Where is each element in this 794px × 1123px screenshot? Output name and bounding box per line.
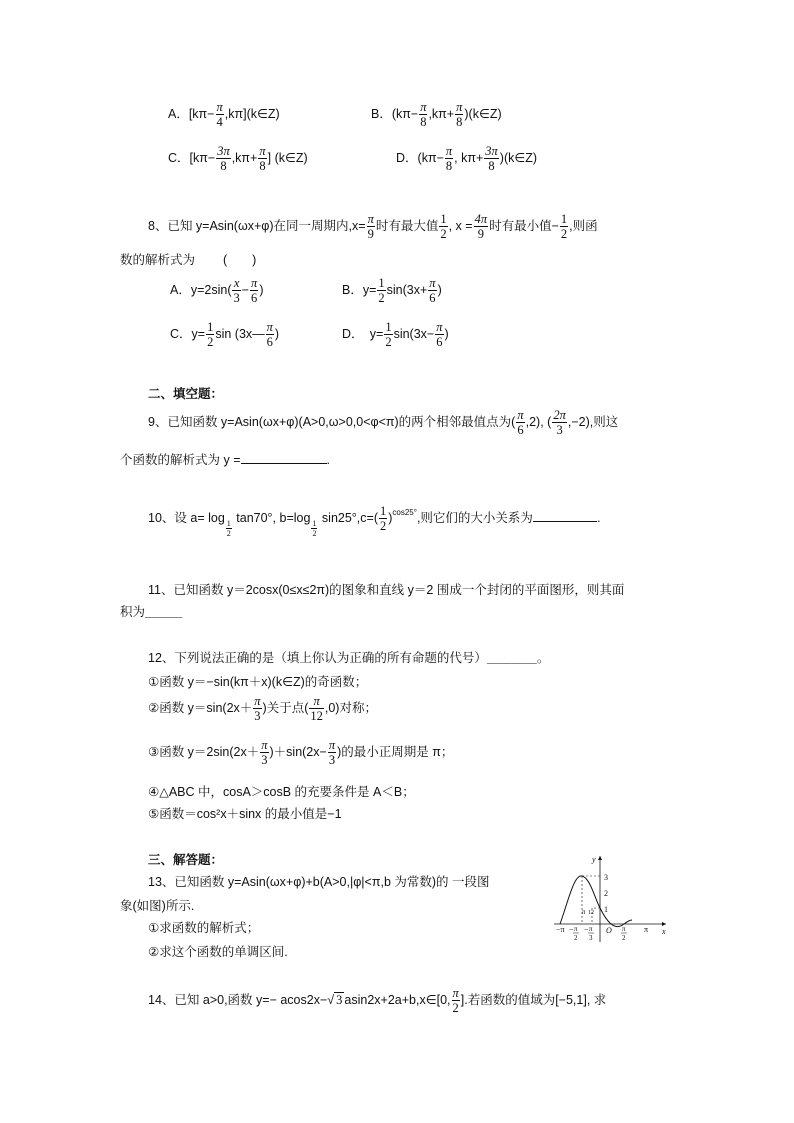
q8-option-c: C．y= $\frac{1}{2}$ sin (3x— $\frac{\pi}{6}$ )	[170, 320, 280, 350]
x-tick-neg-pi: −π	[556, 925, 565, 934]
q11-stem-line2: 积为＿＿＿	[120, 605, 183, 619]
q12-item-2: ②函数 y＝sin(2x＋ $\frac{\pi}{3}$ )关于点( $\frac{\pi}{12}$ ,0)对称；	[148, 694, 377, 724]
svg-text:3: 3	[589, 934, 593, 942]
x-axis-arrow	[662, 922, 666, 926]
svg-text:π: π	[589, 925, 593, 933]
q12-item-1: ①函数 y＝−sin(kπ＋x)(k∈Z)的奇函数；	[148, 675, 368, 689]
svg-text:−: −	[569, 925, 574, 934]
q9-stem: 9、已知函数 y=Asin(ωx+φ)(A>0,ω>0,0<φ<π)的两个相邻最值点为( $\frac{\pi}{6}$ ,2), ( $\frac{2\pi}{3}$ ,−2),则这	[148, 408, 619, 438]
q13-line2: 象(如图)所示.	[120, 899, 195, 913]
y-tick-2: 2	[604, 889, 608, 898]
q11-stem: 11、已知函数 y＝2cosx(0≤x≤2π)的图象和直线 y＝2 围成一个封闭的平面图形，则其面	[148, 583, 625, 597]
q7-option-c: C．[kπ− $\frac{3\pi}{8}$ ,kπ+ $\frac{\pi}{8}$ ] (k∈Z)	[168, 144, 308, 174]
q8-option-a: A．y=2sin( $\frac{x}{3}$ − $\frac{\pi}{6}$ )	[170, 276, 264, 306]
q10-stem: 10、设 a= log $\frac{1}{2}$ tan70°, b=log $\frac{1}{2}$ sin25°,c=( $\frac{1}{2}$ )$^{cos25^\circ}$,则它们的大小关系为 .	[148, 504, 601, 539]
svg-text:π: π	[582, 908, 586, 916]
q14-stem: 14、已知 a>0,函数 y=− acos2x−√ 3 asin2x+2a+b,x∈[0, $\frac{\pi}{2}$ ].若函数的值域为[−5,1], 求	[148, 986, 607, 1016]
q13-line1: 13、已知函数 y=Asin(ωx+φ)+b(A>0,|φ|<π,b 为常数)的 一段图	[148, 875, 490, 889]
q7-option-d: D．(kπ− $\frac{\pi}{8}$ , kπ+ $\frac{3\pi}{8}$ )(k∈Z)	[396, 144, 538, 174]
svg-text:π: π	[574, 925, 578, 933]
q8-stem-line2: 数的解析式为 ( )	[120, 253, 257, 267]
q7-option-a: A．[kπ− $\frac{\pi}{4}$ ,kπ](k∈Z)	[168, 100, 280, 130]
y-tick-1: 1	[604, 905, 608, 914]
q8-option-d: D． y= $\frac{1}{2}$ sin(3x− $\frac{\pi}{6}$ )	[342, 320, 449, 350]
section-fill-in-heading: 二、填空题：	[148, 387, 224, 401]
x-axis-label: x	[662, 927, 666, 936]
svg-text:2: 2	[622, 934, 626, 942]
svg-text:π: π	[644, 925, 649, 934]
q9-stem-line2: 个函数的解析式为 y = .	[120, 453, 330, 467]
svg-text:π: π	[622, 925, 626, 933]
q12-item-3: ③函数 y＝2sin(2x＋ $\frac{\pi}{3}$ )＋sin(2x− $\frac{\pi}{3}$ )的最小正周期是 π；	[148, 738, 454, 768]
function-curve	[560, 876, 632, 927]
q13-function-graph	[552, 852, 670, 944]
q12-item-4: ④△ABC 中，cosA＞cosB 的充要条件是 A＜B；	[148, 785, 415, 799]
y-axis-arrow	[598, 856, 602, 860]
svg-text:−: −	[584, 925, 589, 934]
svg-text:12: 12	[588, 910, 594, 916]
q13-line3: ①求函数的解析式；	[148, 921, 260, 935]
section-answer-heading: 三、解答题：	[148, 853, 224, 867]
q12-stem: 12、下列说法正确的是（填上你认为正确的所有命题的代号）＿＿＿＿。	[148, 651, 550, 665]
q8-option-b: B．y= $\frac{1}{2}$ sin(3x+ $\frac{\pi}{6}$ )	[342, 276, 442, 306]
y-tick-3: 3	[604, 873, 608, 882]
q12-item-5: ⑤函数＝cos²x＋sinx 的最小值是−1	[148, 807, 342, 821]
y-axis-label: y	[592, 855, 596, 864]
svg-text:2: 2	[574, 934, 578, 942]
q7-option-b: B．(kπ− $\frac{\pi}{8}$ ,kπ+ $\frac{\pi}{8}$ )(k∈Z)	[371, 100, 502, 130]
q8-stem: 8、已知 y=Asin(ωx+φ)在同一周期内,x= $\frac{\pi}{9}$ 时有最大值 $\frac{1}{2}$ , x = $\frac{4\pi}{9}$ 时有最小值− $\frac{1}{2}$ ,则函	[148, 212, 598, 242]
q13-line4: ②求这个函数的单调区间.	[148, 945, 288, 959]
origin-label: O	[606, 926, 612, 935]
